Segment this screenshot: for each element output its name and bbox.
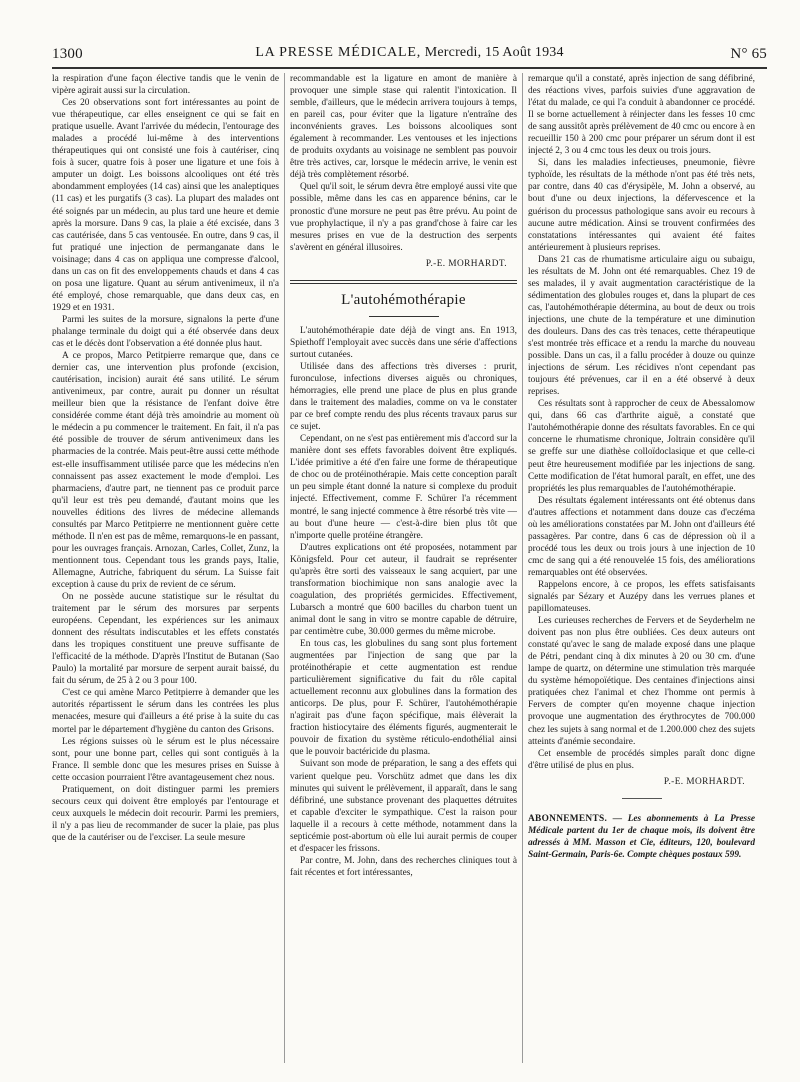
page-number: 1300: [52, 46, 83, 62]
section-title: L'autohémothérapie: [341, 291, 466, 308]
column-divider-2: [522, 73, 523, 1063]
subscriptions-label: ABONNEMENTS.: [528, 813, 608, 824]
paragraph: Parmi les suites de la morsure, signalons la perte d'une phalange terminale du doigt qui a été observée dans deux cas et le décès dont l'observation a été donnée plus haut.: [52, 314, 279, 350]
author-signature: P.-E. MORHARDT.: [425, 258, 507, 269]
paragraph: la respiration d'une façon élective tandis que le venin de vipère agirait aussi sur la circulation.: [52, 74, 279, 97]
header-rule: [52, 67, 767, 69]
paragraph: En tous cas, les globulines du sang sont plus fortement augmentées par l'injection de sang que par la protéinothérapie et cette augmentation est rendue particulièrement significative du fait du rôle capital actuellement reconnu aux globulines dans la formation des anticorps. De plus, pour F. Schürer, l'autohémothérapie n'agirait pas d'une façon spécifique, mais élèverait la fraction histiocytaire des éléments figurés, augmenterait le pouvoir de fixation du système réticulo-endothélial ainsi que le pouvoir bactéricide du plasma.: [290, 639, 517, 758]
paragraph: Si, dans les maladies infectieuses, pneumonie, fièvre typhoïde, les résultats de la méthode n'ont pas été très nets, par contre, dans 40 cas d'érysipèle, M. John a observé, au bout d'une ou deux injections, la défervescence et la guérison du processus pathologique sans avoir eu recours à aucune autre médication. Ainsi se trouvent confirmées des constatations intéressantes qui avaient été faites antérieurement à plusieurs reprises.: [528, 158, 755, 253]
column-divider-1: [284, 73, 285, 1063]
page-header: [52, 42, 767, 66]
paragraph: recommandable est la ligature en amont de manière à provoquer une simple stase qui ralentit l'intoxication. Il semble, d'ailleurs, que le médecin arrivera toujours à temps, en pareil cas, pour éviter que la ligature n'entraîne des inconvénients graves. Les boissons alcooliques sont également à recommander. Les ventouses et les injections de produits oxydants au voisinage ne semblent pas pouvoir être très actives, car, lorsque le médecin arrive, le venin est déjà très complètement résorbé.: [290, 74, 517, 181]
title-underline: [369, 316, 439, 317]
paragraph: D'autres explications ont été proposées, notamment par Königsfeld. Pour cet auteur, il faudrait se représenter qu'après être sorti des vaisseaux le sang acquiert, par une transformation biochimique non sans analogie avec la coagulation, des propriétés germicides. Effectivement, Lubarsch a montré que 600 bacilles du charbon tuent un animal dont le sang in vitro se montre capable de détruire, par centimètre cube, 30.000 germes du même microbe.: [290, 542, 517, 637]
paragraph: Suivant son mode de préparation, le sang a des effets qui varient quelque peu. Vorschütz admet que dans les dix minutes qui suivent le prélèvement, il apparaît, dans le sang défibriné, une substance provenant des plaquettes détruites et capable d'exciter le sympathique. C'est la raison pour laquelle il a recours à cette méthode, notamment dans la septicémie post-abortum où elle lui aurait permis de couper et d'espacer les frissons.: [290, 759, 517, 854]
paragraph: Quel qu'il soit, le sérum devra être employé aussi vite que possible, même dans les cas en apparence bénins, car le pronostic d'une morsure ne peut pas être prévu. Au point de vue prophylactique, il n'y a pas grand'chose à faire car les mesures prises en vue de la destruction des serpents s'avèrent en général illusoires.: [290, 182, 517, 253]
paragraph: Pratiquement, on doit distinguer parmi les premiers secours ceux qui doivent être employés par l'entourage et ceux auxquels le médecin doit recourir. Parmi les premiers, il n'y a pas lieu de recommander de sucer la plaie, pas plus que de la cautériser ou de l'exciser. La seule mesure: [52, 784, 279, 843]
paragraph: Les curieuses recherches de Fervers et de Seyderhelm ne doivent pas non plus être oubliées. Ces deux auteurs ont constaté qu'avec le sang de malade exposé dans une plaque de Pétri, pendant cinq à dix minutes à 20 ou 30 cm. d'une lampe de quartz, on détermine une stimulation très marquée du système hémopoïétique. Des centaines d'injections ainsi pratiquées chez l'animal et chez l'homme ont permis à Fervers de compter qu'en moyenne chaque injection provoque une augmentation des érythrocytes de 700.000 chez les sujets à sang normal et de 1.200.000 chez des sujets atteints d'anémie secondaire.: [528, 616, 755, 747]
paragraph: remarque qu'il a constaté, après injection de sang défibriné, des réactions vives, parfois suivies d'une aggravation de l'état du malade, ce qui l'a conduit à abandonner ce procédé. Il se borne actuellement à réinjecter dans les fesses 10 cmc de sang aussitôt après prélèvement de 40 cmc ou encore à en recueillir 150 à 200 cmc pour préparer un sérum dont il est injecté 2, 3 ou 4 cmc tous les deux ou trois jours.: [528, 74, 755, 157]
section-rule: [290, 280, 517, 284]
paragraph: Des résultats également intéressants ont été obtenus dans d'autres affections et notamment dans douze cas d'eczéma où les améliorations constatées par M. John ont d'ailleurs été passagères. Par contre, dans 6 cas de dépression où il a procédé tous les deux ou trois jours à une injection de 10 cmc de sang qui a été renouvelée 15 fois, des améliorations remarquables ont été observées.: [528, 495, 755, 578]
column-1: [52, 73, 279, 1075]
paragraph: Ces résultats sont à rapprocher de ceux de Abessalomow qui, dans 66 cas d'arthrite aiguë, a constaté que l'autohémothérapie donne des résultats favorables. En ce qui concerne le rhumatisme chronique, Joltrain considère qu'il se greffe sur une diathèse colloïdoclasique et que celle-ci peut être heureusement modifiée par les injections de sang. Cette modification de l'état humoral paraît, en effet, une des propriétés les plus remarquables de l'autohémothérapie.: [528, 399, 755, 494]
paragraph: Dans 21 cas de rhumatisme articulaire aigu ou subaigu, les résultats de M. John ont été remarquables. Chez 19 de ses malades, il y avait augmentation caractéristique de la sédimentation des globules rouges et, dans la plupart de ces cas, l'autohémothérapie détermina, au bout de deux ou trois injections, une chute de la température et une diminution des douleurs. Dans des cas très tenaces, cette thérapeutique s'est montrée très efficace et a rendu la marche du nouveau possible. Dans un cas, il a fallu procéder à douze ou quinze injections de sérum. Les récidives n'ont cependant pas toujours été prévenues, car il en a été observé à deux reprises.: [528, 254, 755, 398]
paragraph: Utilisée dans des affections très diverses : prurit, furonculose, infections diverses aiguës ou chroniques, hémorragies, elle prend une place de plus en plus grande dans le traitement des maladies, comme on va le constater par ce bref compte rendu des plus récents travaux parus sur ce sujet.: [290, 361, 517, 433]
section-header: [290, 280, 517, 317]
paragraph: Cependant, on ne s'est pas entièrement mis d'accord sur la manière dont ses effets favorables doivent être expliqués. L'idée primitive a été d'en faire une forme de thérapeutique de choc ou de protéinothérapie. Mais cette conception paraît un peu simple étant donné la nature si complexe du produit injecté. Effectivement, comme F. Schürer l'a récemment montré, le sang injecté commence à être résorbé très vite — au bout d'une heure — c'est-à-dire bien plus tôt que n'importe quelle protéine étrangère.: [290, 434, 517, 541]
paragraph: On ne possède aucune statistique sur le résultat du traitement par le sérum des morsures par serpents européens. Cependant, les expériences sur les animaux donnent des résultats indiscutables et les effets constatés dans les tropiques constituent une preuve suffisante de l'efficacité de la méthode. D'après l'Institut de Butanan (Sao Paulo) la mortalité par morsure de serpent aurait baissé, du fait du sérum, de 25 à 2 ou 3 pour 100.: [52, 592, 279, 687]
issue-number: N° 65: [730, 46, 767, 62]
column-3: [528, 73, 755, 1075]
paragraph: Ces 20 observations sont fort intéressantes au point de vue thérapeutique, car elles enseignent ce qui se fait en pratique usuelle. Avant l'arrivée du médecin, l'entourage des malades a procédé lui-même à des interventions thérapeutiques qui ont consisté une fois à cautériser, cinq fois à sucer, quatre fois à poser une ligature et une fois à amputer un doigt. Les boissons alcooliques ont été très abondamment employées (14 cas) ainsi que les analeptiques (11 cas) et les purgatifs (3 cas). La plupart des malades ont été soignés par un médecin, au plus tard une heure et demie après la morsure. Dans 9 cas, la plaie a été excisée, dans 3 cas cautérisée, dans 5 cas ventousée. En outre, dans 9 cas, il fut pratiqué une injection de permanganate dans le voisinage; dans 4 cas on appliqua une compresse d'alcool, dans un cas on fit des enveloppements chauds et dans 4 cas on posa une ligature. Quant au sérum antivenimeux, il n'a été employé, chose remarquable, que dans deux cas, en 1929 et en 1931.: [52, 98, 279, 313]
journal-title: [52, 45, 767, 61]
subscriptions-notice: [528, 813, 755, 861]
paragraph: Cet ensemble de procédés simples paraît donc digne d'être utilisé de plus en plus.: [528, 748, 755, 771]
paragraph: L'autohémothérapie date déjà de vingt ans. En 1913, Spiethoff l'employait avec succès dans une série d'affections surtout cutanées.: [290, 325, 517, 360]
paragraph: A ce propos, Marco Petitpierre remarque que, dans ce dernier cas, une intervention plus profonde (excision, cautérisation, incision) aurait été sans utilité. Le sérum antivenimeux, par contre, aurait pu donner un résultat meilleur bien que la résistance de l'enfant doive être considérée comme étant déjà très amoindrie au moment où le médecin a pu commencer le traitement. En fait, il n'a pas été possible de trouver de sérum antivenimeux dans les pharmacies de la contrée. Mais peut-être aussi cette méthode est-elle insuffisamment utilisée parce que les médecins n'en connaissent pas assez exactement le mode d'emploi. Les pharmaciens, d'autre part, ne tiennent pas ce produit parce qu'il leur est très peu demandé, d'autant moins que les nouvelles éditions des livres de médecine allemands consultés par Marco Petitpierre ne mentionnent guère cette méthode. Il n'en est pas de même, remarquons-le en passant, pour les ouvrages français. Arnozan, Carles, Collet, Zunz, la mentionnent tous. Cependant tous les grands pays, Italie, Allemagne, Autriche, fabriquent du sérum. La Suisse fait exception à cause du prix de revient de ce sérum.: [52, 351, 279, 590]
author-signature: P.-E. MORHARDT.: [663, 776, 745, 787]
issue-date: Mercredi, 15 Août 1934: [424, 45, 564, 60]
paragraph: Rappelons encore, à ce propos, les effets satisfaisants signalés par Sézary et Auzépy dans les verrues planes et papillomateuses.: [528, 579, 755, 615]
column-2: [290, 73, 517, 1075]
paragraph: Les régions suisses où le sérum est le plus nécessaire sont, pour une bonne part, celles qui sont contiguës à la France. Il semble donc que les mesures prises en Suisse à cette occasion pourraient l'être avantageusement chez nous.: [52, 736, 279, 783]
paragraph: C'est ce qui amène Marco Petitpierre à demander que les autorités répartissent le sérum dans les contrées les plus menacées, mesure qui d'ailleurs a été prise à la suite du cas mortel par le département d'hygiène du canton des Grisons.: [52, 688, 279, 735]
paragraph: Par contre, M. John, dans des recherches cliniques tout à fait récentes et fort intéressantes,: [290, 855, 517, 878]
journal-name: LA PRESSE MÉDICALE,: [255, 45, 422, 60]
end-rule: [622, 798, 662, 799]
subscriptions-text: — Les abonnements à La Presse Médicale partent du 1er de chaque mois, ils doivent être adressés à MM. Masson et Cie, éditeurs, 120, boulevard Saint-Germain, Paris-6e. Compte chèques postaux 599.: [528, 813, 755, 860]
